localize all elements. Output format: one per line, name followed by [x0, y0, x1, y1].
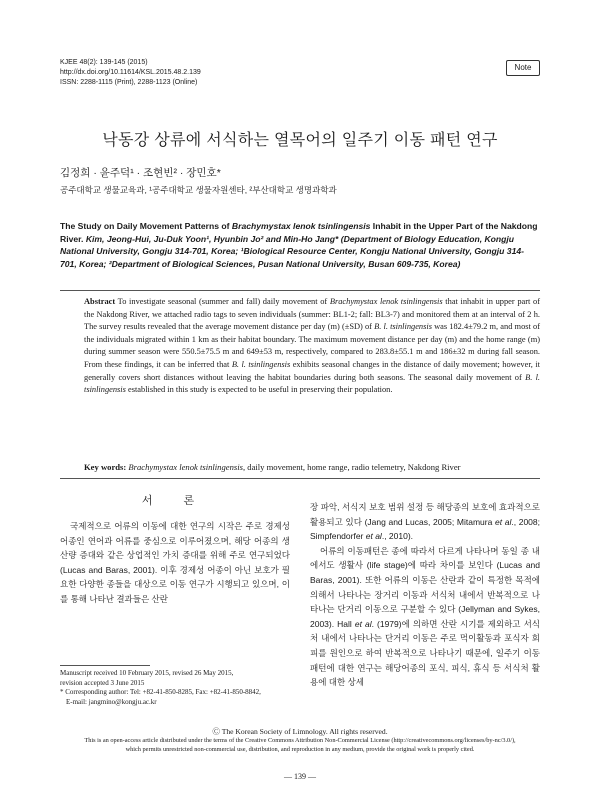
abstract-text-3: was 182.4±79.2 m, and most of the individuals migrated within 1 km as their habitat boundary. The maximum movement distance per day (m) and the home range (m) during summer season were 550.5±75.5 m and 649±53 m, respectively, compared to 283.8±55.1 m and 186±32 m during fall season. From these findings, it can be inferred that	[84, 322, 540, 369]
english-title-species: Brachymystax lenok tsinlingensis	[231, 221, 371, 231]
journal-citation: KJEE 48(2): 139-145 (2015)	[60, 59, 148, 66]
abstract-species-3: B. l. tsinlingensis	[231, 359, 291, 369]
english-title-part2: Inhabit in the Upper Part of the Nakdong River.	[60, 221, 538, 244]
page-number: — 139 —	[284, 772, 316, 781]
license-notice	[60, 737, 540, 754]
intro-etal-1: et al	[495, 516, 512, 527]
english-authors-affiliations: Kim, Jeong-Hui, Ju-Duk Yoon¹, Hyunbin Jo² and Min-Ho Jang* (Department of Biology Education, Kongju National University, Gongju 314-701, Korea; ¹Biological Resource Center, Kongju National University, Gongju 314-701, Korea; ²Department of Biological Sciences, Pusan National University, Busan 609-735, Korea)	[60, 233, 525, 269]
keywords-label: Key words:	[84, 462, 127, 472]
abstract-text-5: established in this study is expected to be useful in preserving their population.	[125, 385, 393, 395]
doi-link[interactable]: http://dx.doi.org/10.11614/KSL.2015.48.2.139	[60, 69, 201, 76]
section-heading: 서 론	[141, 495, 209, 507]
intro-text-2c: . (1979)에 의하면 산란 시기를 제외하고 서식처 내에서 나타나는 단거리 이동은 주로 먹이활동과 포식자 회피를 원인으로 하여 반복적으로 나타나기 때문에, 일주기 이동패턴에 대한 연구는 해당어종의 포식, 피식, 휴식 등 서식처 활용에 대한 상세	[310, 618, 540, 688]
abstract-text-4: exhibits seasonal changes in the distance of daily movement; however, it generally covers short distances without leaving the habitat boundaries during both seasons. The seasonal daily movement of	[84, 359, 540, 382]
abstract-label: Abstract	[84, 297, 116, 306]
abstract-top-rule	[60, 290, 540, 291]
left-column	[60, 519, 290, 607]
issn-line: ISSN: 2288-1115 (Print), 2288-1123 (Online)	[60, 79, 198, 86]
keywords	[84, 461, 540, 473]
footnote-rule	[60, 665, 150, 666]
license-line-2: which permits unrestricted non-commercial use, distribution, and reproduction in any medium, provide the original work is properly cited.	[125, 745, 475, 753]
intro-etal-2: et al	[365, 531, 382, 542]
english-title-part1: The Study on Daily Movement Patterns of	[60, 221, 232, 231]
journal-meta	[60, 58, 201, 88]
intro-paragraph-1-continued	[310, 500, 540, 544]
intro-paragraph-2	[310, 544, 540, 690]
abstract-text-2: that inhabit in upper part of the Nakdong River, we attached radio tags to seven individuals (summer: BL1-2; fall: BL3-7) and monitored them at an interval of 2 h. The survey results revealed that the average movement distance per day (m) (±SD) of	[84, 297, 540, 332]
intro-text-1c: ., 2008; Simpfendorfer	[310, 516, 541, 542]
footnote-received: Manuscript received 10 February 2015, revised 26 May 2015,	[60, 669, 234, 677]
copyright-line: Ⓒ The Korean Society of Limnology. All rights reserved.	[212, 727, 388, 736]
abstract-bottom-rule	[60, 478, 540, 479]
intro-text-2a: 어류의 이동패턴은 종에 따라서 다르게 나타나며 동일 종 내에서도 생활사 (life stage)에 따라 차이를 보인다 (Lucas and Baras, 2001). 또한 어류의 이동은 산란과 같이 특정한 목적에 의해서 나타나는 장거리 이동과 서식처 내에서 반복적으로 나타나는 단거리 이동으로 구분할 수 있다 (Jellyman and Sykes, 2003). Hall	[310, 545, 540, 629]
korean-title: 낙동강 상류에 서식하는 열목어의 일주기 이동 패턴 연구	[102, 132, 498, 149]
intro-etal-3: et al	[354, 618, 372, 629]
footnote-email[interactable]: E-mail: jangmino@kongju.ac.kr	[66, 697, 157, 706]
article-type-badge: Note	[506, 60, 540, 76]
footnote	[60, 669, 290, 707]
intro-paragraph-1: 국제적으로 어류의 이동에 대한 연구의 시작은 주로 경제성 어종인 연어과 어류를 중심으로 이루어졌으며, 해당 어종의 생산량 증대와 같은 상업적인 가치 증대를 위해 주로 연구되었다 (Lucas and Baras, 2001). 이후 경제성 어종이 아닌 보호가 필요한 다양한 종들을 대상으로 이동 연구가 시행되고 있으며, 이를 통해 나타난 결과들은 산란	[60, 521, 290, 604]
footnote-corresponding: * Corresponding author: Tel: +82-41-850-8285, Fax: +82-41-850-8842,	[60, 688, 261, 697]
keywords-species: Brachymystax lenok tsinlingensis	[128, 462, 243, 472]
abstract	[84, 296, 540, 397]
abstract-species-2: B. l. tsinlingensis	[374, 322, 432, 332]
korean-authors: 김정희 · 윤주덕¹ · 조현빈² · 장민호*	[60, 167, 221, 179]
intro-text-1e: ., 2010).	[381, 531, 414, 542]
abstract-text-1: To investigate seasonal (summer and fall) daily movement of	[115, 297, 330, 306]
korean-affiliations: 공주대학교 생물교육과, ¹공주대학교 생물자원센타, ²부산대학교 생명과학과	[60, 185, 337, 195]
abstract-species-1: Brachymystax lenok tsinlingensis	[329, 297, 443, 306]
footnote-accepted: revision accepted 3 June 2015	[60, 678, 145, 687]
intro-text-1a: 장 파악, 서식지 보호 범위 설정 등 해당종의 보호에 효과적으로 활용되고 있다 (Jang and Lucas, 2005; Mitamura	[310, 502, 540, 527]
keywords-rest: , daily movement, home range, radio telemetry, Nakdong River	[242, 462, 461, 472]
right-column	[310, 500, 540, 690]
english-title-block	[60, 220, 540, 270]
license-line-1: This is an open-access article distributed under the terms of the Creative Commons Attribution Non-Commercial License (http://creativecommons.org/licenses/by-nc/3.0/),	[84, 737, 516, 744]
abstract-species-4: B. l. tsinlingensis	[84, 372, 540, 395]
